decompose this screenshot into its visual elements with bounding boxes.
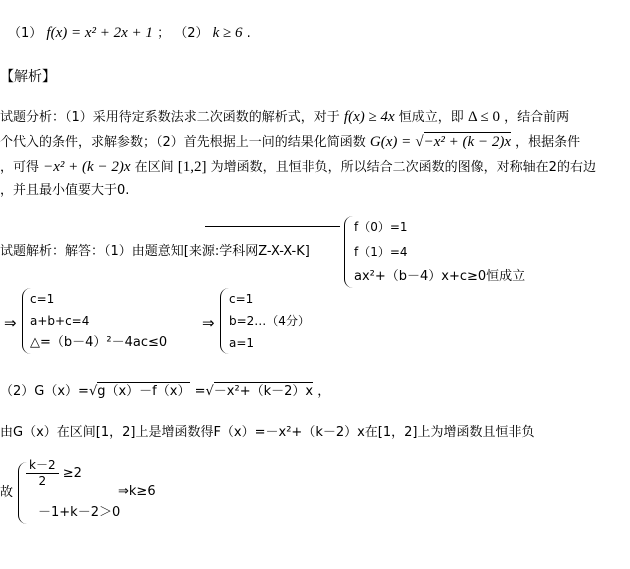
analysis-text: 个代入的条件，求解参数；（2）首先根据上一问的结果化简函数 xyxy=(0,135,366,150)
analysis-text: 在区间 xyxy=(134,160,174,175)
inequality-2: －1+k－2＞0 xyxy=(38,505,121,520)
analysis-line-3 xyxy=(0,158,596,177)
overline-rule xyxy=(205,226,340,227)
analysis-line-2 xyxy=(0,133,580,152)
system2-eq-2: a+b+c=4 xyxy=(30,314,90,328)
part2-line xyxy=(0,383,330,401)
part2-label: （2）G（x）= xyxy=(0,384,89,399)
system1-eq-2: f（1）=4 xyxy=(354,245,408,259)
analysis-text: 为增函数，且恒非负，所以结合二次函数的图像，对称轴在2的右边 xyxy=(210,160,596,175)
system3-eq-2: b=2…（4分） xyxy=(229,314,310,328)
answer-line xyxy=(8,24,251,43)
analysis-line-4: ，并且最小值要大于0. xyxy=(0,183,130,198)
analysis-formula: −x² + (k − 2)x xyxy=(423,134,511,150)
implies-arrow-2: ⇒ xyxy=(202,314,215,332)
inequality-1-relation: ≥2 xyxy=(62,466,82,481)
gu-label: 故 xyxy=(0,485,14,500)
analysis-formula: G(x) = xyxy=(369,134,412,150)
solution-intro: 试题解析：解答：（1）由题意知[来源:学科网Z-X-X-K] xyxy=(0,244,310,259)
system-brace-3 xyxy=(220,288,229,354)
answer-part1-formula: f(x) = x² + 2x + 1 xyxy=(46,25,153,41)
analysis-formula: [1,2] xyxy=(177,159,207,175)
fraction-denominator: 2 xyxy=(38,474,47,488)
analysis-formula: Δ ≤ 0 xyxy=(467,109,500,125)
system3-eq-3: a=1 xyxy=(229,336,255,350)
system1-eq-3: ax²+（b－4）x+c≥0恒成立 xyxy=(354,269,526,284)
analysis-text: 试题分析：（1）采用待定系数法求二次函数的解析式，对于 xyxy=(0,110,340,125)
system2-eq-1: c=1 xyxy=(30,292,55,306)
inequality-1 xyxy=(26,458,82,489)
answer-part2-formula: k ≥ 6 xyxy=(212,25,243,41)
part2-equals: = xyxy=(194,384,206,399)
sqrt-sign: √ xyxy=(205,384,214,399)
answer-part2-label: （2） xyxy=(174,26,209,41)
implies-arrow-1: ⇒ xyxy=(4,314,17,332)
system-brace-1 xyxy=(344,216,353,288)
increasing-line: 由G（x）在区间[1，2]上是增函数得F（x）=－x²+（k－2）x在[1，2]上为增函数且恒非负 xyxy=(0,425,535,440)
part2-radicand-1: g（x）－f（x） xyxy=(97,384,191,399)
analysis-line-1 xyxy=(0,108,569,127)
fraction xyxy=(26,458,59,489)
part2-radicand-2: －x²+（k－2）x xyxy=(213,384,314,399)
analysis-text: ，根据条件 xyxy=(515,135,581,150)
sqrt-sign: √ xyxy=(88,384,98,399)
answer-part1-label: （1） xyxy=(8,26,43,41)
system2-eq-3: △=（b－4）²－4ac≤0 xyxy=(30,335,168,350)
section-title: 【解析】 xyxy=(0,69,56,85)
answer-end: . xyxy=(246,26,251,41)
system3-eq-1: c=1 xyxy=(229,292,254,306)
analysis-text: ，结合前两 xyxy=(504,110,570,125)
part2-end: ， xyxy=(317,384,331,399)
analysis-text: ，可得 xyxy=(0,160,40,175)
answer-separator: ； xyxy=(157,26,171,41)
analysis-formula: f(x) ≥ 4x xyxy=(343,109,395,125)
conclusion: ⇒k≥6 xyxy=(118,484,156,499)
sqrt-sign: √ xyxy=(415,134,424,150)
analysis-text: 恒成立，即 xyxy=(398,110,464,125)
system1-eq-1: f（0）=1 xyxy=(354,220,408,234)
fraction-numerator: k－2 xyxy=(26,458,59,474)
analysis-formula: −x² + (k − 2)x xyxy=(43,159,131,175)
